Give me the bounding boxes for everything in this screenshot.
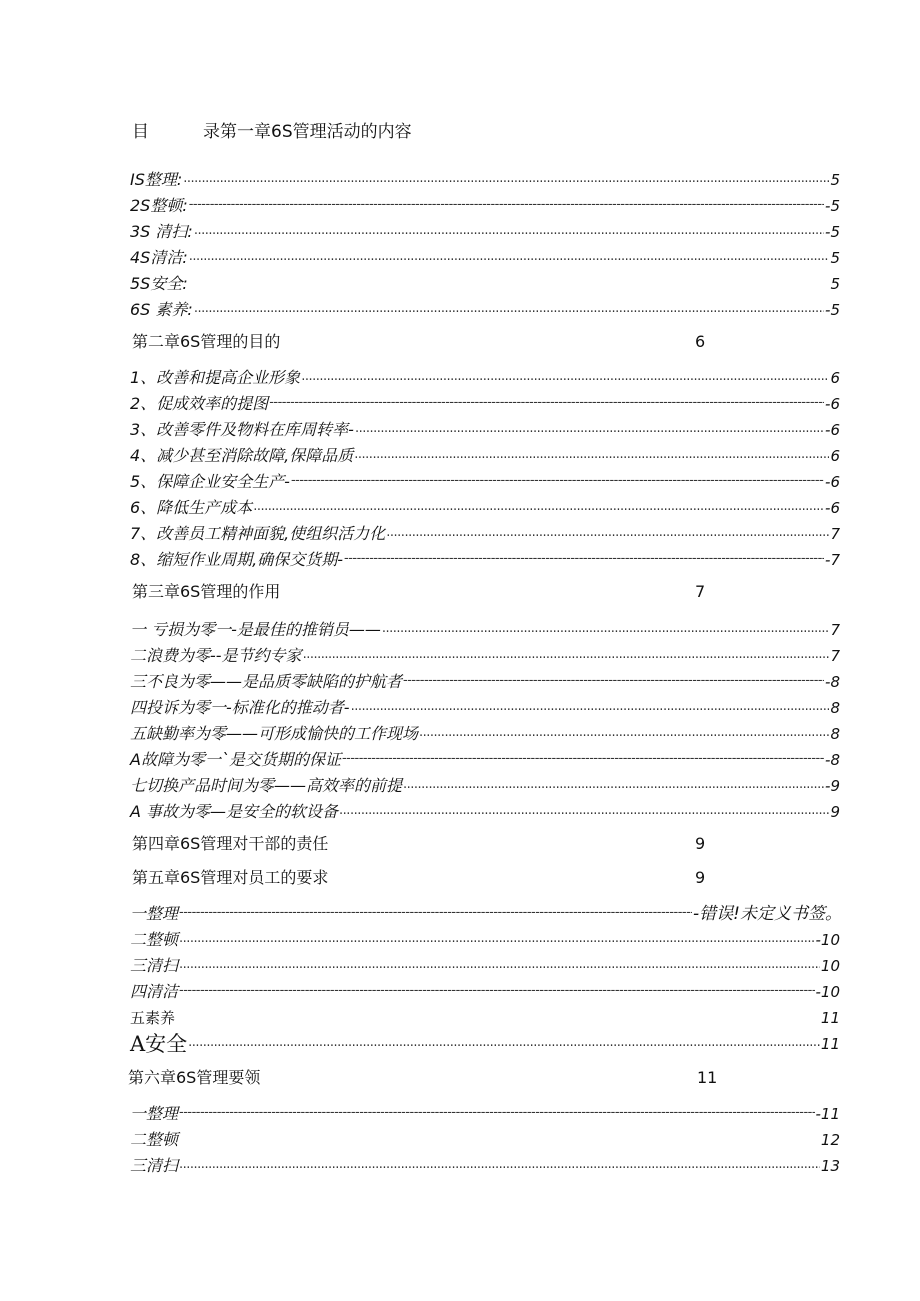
toc-entry-page: -6 <box>825 395 840 413</box>
toc-entry[interactable] <box>130 522 840 544</box>
dot-leader <box>179 931 814 947</box>
toc-entry[interactable] <box>130 246 840 268</box>
toc-entry[interactable] <box>130 980 840 1002</box>
toc-entry-page: -8 <box>825 751 840 769</box>
toc-entry-page: -10 <box>815 983 840 1001</box>
toc-entry[interactable] <box>130 902 842 924</box>
toc-entry-label: 一 亏损为零一-是最佳的推销员—— <box>130 620 381 639</box>
toc-entry[interactable] <box>130 644 840 666</box>
toc-entry-label: 2、促成效率的提图 <box>130 394 269 413</box>
toc-entry[interactable] <box>130 954 840 976</box>
toc-entry[interactable] <box>130 392 840 414</box>
toc-entry-page: -11 <box>815 1105 840 1123</box>
dot-leader <box>351 699 830 715</box>
dot-leader <box>179 1157 820 1173</box>
toc-entry[interactable] <box>130 1006 840 1028</box>
dash-leader <box>189 197 824 213</box>
toc-entry-label: A 事故为零—是安全的软设备 <box>130 802 339 821</box>
chapter-title: 第四章6S管理对干部的责任 <box>132 834 329 853</box>
dash-leader <box>342 751 824 767</box>
toc-entry-page: 6 <box>830 447 840 465</box>
toc-entry[interactable] <box>130 618 840 640</box>
toc-entry-label: A安全 <box>130 1032 188 1056</box>
toc-entry-page: -6 <box>825 421 840 439</box>
toc-entry[interactable] <box>130 1154 840 1176</box>
chapter-page: 6 <box>695 332 706 351</box>
toc-entry-page: -7 <box>825 551 840 569</box>
toc-entry-label: 三清扫 <box>130 956 179 975</box>
toc-entry[interactable] <box>130 1032 840 1054</box>
toc-entry[interactable] <box>130 220 840 242</box>
toc-entry[interactable] <box>130 1128 840 1150</box>
toc-entry-label: 6、降低生产成本 <box>130 498 253 517</box>
toc-entry-page: 6 <box>830 369 840 387</box>
toc-entry[interactable] <box>130 928 840 950</box>
toc-entry-label: 3S 清扫: <box>130 222 193 241</box>
dot-leader <box>382 621 830 637</box>
toc-entry[interactable] <box>130 470 840 492</box>
toc-entry-page: 13 <box>820 1157 840 1175</box>
toc-entry-page: 5 <box>830 249 840 267</box>
toc-title: 目 录第一章6S管理活动的内容 <box>132 122 412 142</box>
dot-leader <box>179 957 820 973</box>
dash-leader <box>403 673 824 689</box>
toc-entry-page: -6 <box>825 499 840 517</box>
dot-leader <box>194 223 824 239</box>
toc-entry-page: -5 <box>825 301 840 319</box>
toc-entry-page: -5 <box>825 197 840 215</box>
dot-leader <box>419 725 829 741</box>
toc-entry-label: 5、保障企业安全生产- <box>130 472 290 491</box>
dot-leader <box>354 447 829 463</box>
toc-entry[interactable] <box>130 748 840 770</box>
toc-entry-page: 8 <box>830 699 840 717</box>
toc-entry-label: 7、改善员工精神面貌,使组织活力化 <box>130 524 386 543</box>
toc-entry-label: 二整顿 <box>130 930 179 949</box>
toc-entry-page: 7 <box>830 647 840 665</box>
toc-entry[interactable] <box>130 800 840 822</box>
toc-entry-label: 五缺勤率为零——可形成愉快的工作现场 <box>130 724 419 743</box>
toc-entry[interactable] <box>130 194 840 216</box>
toc-entry-label: 4S清洁: <box>130 248 188 267</box>
toc-entry-label: A故障为零一`是交货期的保证 <box>130 750 341 769</box>
toc-entry-page: 11 <box>820 1009 840 1027</box>
dot-leader <box>194 301 824 317</box>
toc-entry-label: 三不良为零——是品质零缺陷的护航者 <box>130 672 403 691</box>
toc-entry-page: 5 <box>830 275 840 293</box>
dash-leader <box>291 473 824 489</box>
toc-entry-label: 6S 素养: <box>130 300 193 319</box>
dash-leader <box>179 905 692 921</box>
dot-leader <box>355 421 824 437</box>
toc-entry-page: 5 <box>830 171 840 189</box>
chapter-heading[interactable] <box>132 582 822 604</box>
toc-entry-label: 5S安全: <box>130 274 188 293</box>
toc-entry-page: -8 <box>825 673 840 691</box>
toc-entry[interactable] <box>130 774 840 796</box>
toc-entry-label: 二浪费为零--是节约专家 <box>130 646 302 665</box>
toc-entry-label: 一整理 <box>130 904 179 923</box>
toc-entry-page: -6 <box>825 473 840 491</box>
toc-entry-label: IS整理: <box>130 170 183 189</box>
dash-leader <box>344 551 824 567</box>
chapter-heading[interactable] <box>132 834 822 856</box>
dot-leader <box>301 369 829 385</box>
chapter-title: 第五章6S管理对员工的要求 <box>132 868 329 887</box>
dot-leader <box>188 1035 820 1051</box>
dot-leader <box>183 171 829 187</box>
chapter-page: 9 <box>695 868 706 887</box>
toc-entry-page: 10 <box>820 957 840 975</box>
toc-entry-label: 四投诉为零一-标准化的推动者- <box>130 698 350 717</box>
toc-entry-label: 4、减少甚至消除故障,保障品质 <box>130 446 354 465</box>
chapter-page: 11 <box>697 1068 718 1087</box>
toc-entry-label: 8、缩短作业周期,确保交货期- <box>130 550 344 569</box>
toc-entry[interactable] <box>130 1102 840 1124</box>
dot-leader <box>339 803 829 819</box>
dot-leader <box>189 249 830 265</box>
chapter-title: 第二章6S管理的目的 <box>132 332 281 351</box>
chapter-heading[interactable] <box>132 332 822 354</box>
chapter-title: 第六章6S管理要领 <box>128 1068 261 1087</box>
toc-entry-page: 8 <box>830 725 840 743</box>
toc-entry-label: 2S整顿: <box>130 196 188 215</box>
toc-entry-label: 1、改善和提高企业形象 <box>130 368 301 387</box>
toc-entry[interactable] <box>130 496 840 518</box>
chapter-heading[interactable] <box>128 1068 818 1090</box>
toc-entry-label: 一整理 <box>130 1104 179 1123</box>
toc-entry[interactable] <box>130 722 840 744</box>
toc-entry[interactable] <box>130 168 840 190</box>
toc-entry-page: 7 <box>830 525 840 543</box>
toc-entry[interactable] <box>130 272 840 294</box>
toc-entry-page: -9 <box>825 777 840 795</box>
chapter-page: 9 <box>695 834 706 853</box>
toc-entry-label: 二整顿 <box>130 1130 179 1149</box>
toc-entry-page: 12 <box>820 1131 840 1149</box>
toc-entry[interactable] <box>130 548 840 570</box>
toc-entry[interactable] <box>130 298 840 320</box>
dot-leader <box>253 499 824 515</box>
dot-leader <box>403 777 824 793</box>
dash-leader <box>179 1105 814 1121</box>
toc-entry-label: 四清洁 <box>130 982 179 1001</box>
chapter-heading[interactable] <box>132 868 822 890</box>
toc-entry-label: 五素养 <box>130 1009 176 1027</box>
toc-entry[interactable] <box>130 366 840 388</box>
toc-entry[interactable] <box>130 670 840 692</box>
toc-entry-page: 9 <box>830 803 840 821</box>
toc-entry-page: 7 <box>830 621 840 639</box>
chapter-title: 第三章6S管理的作用 <box>132 582 281 601</box>
toc-entry-label: 三清扫 <box>130 1156 179 1175</box>
toc-entry[interactable] <box>130 444 840 466</box>
toc-entry[interactable] <box>130 696 840 718</box>
dash-leader <box>179 983 814 999</box>
toc-entry-page: -5 <box>825 223 840 241</box>
toc-entry-page: -错误!未定义书签。 <box>693 904 842 924</box>
dash-leader <box>269 395 824 411</box>
toc-entry-page: -10 <box>815 931 840 949</box>
toc-entry-page: 11 <box>820 1035 840 1053</box>
toc-entry[interactable] <box>130 418 840 440</box>
toc-entry-label: 七切换产品时间为零——高效率的前提 <box>130 776 403 795</box>
dot-leader <box>303 647 830 663</box>
dot-leader <box>386 525 829 541</box>
chapter-page: 7 <box>695 582 706 601</box>
toc-entry-label: 3、改善零件及物料在库周转率- <box>130 420 354 439</box>
